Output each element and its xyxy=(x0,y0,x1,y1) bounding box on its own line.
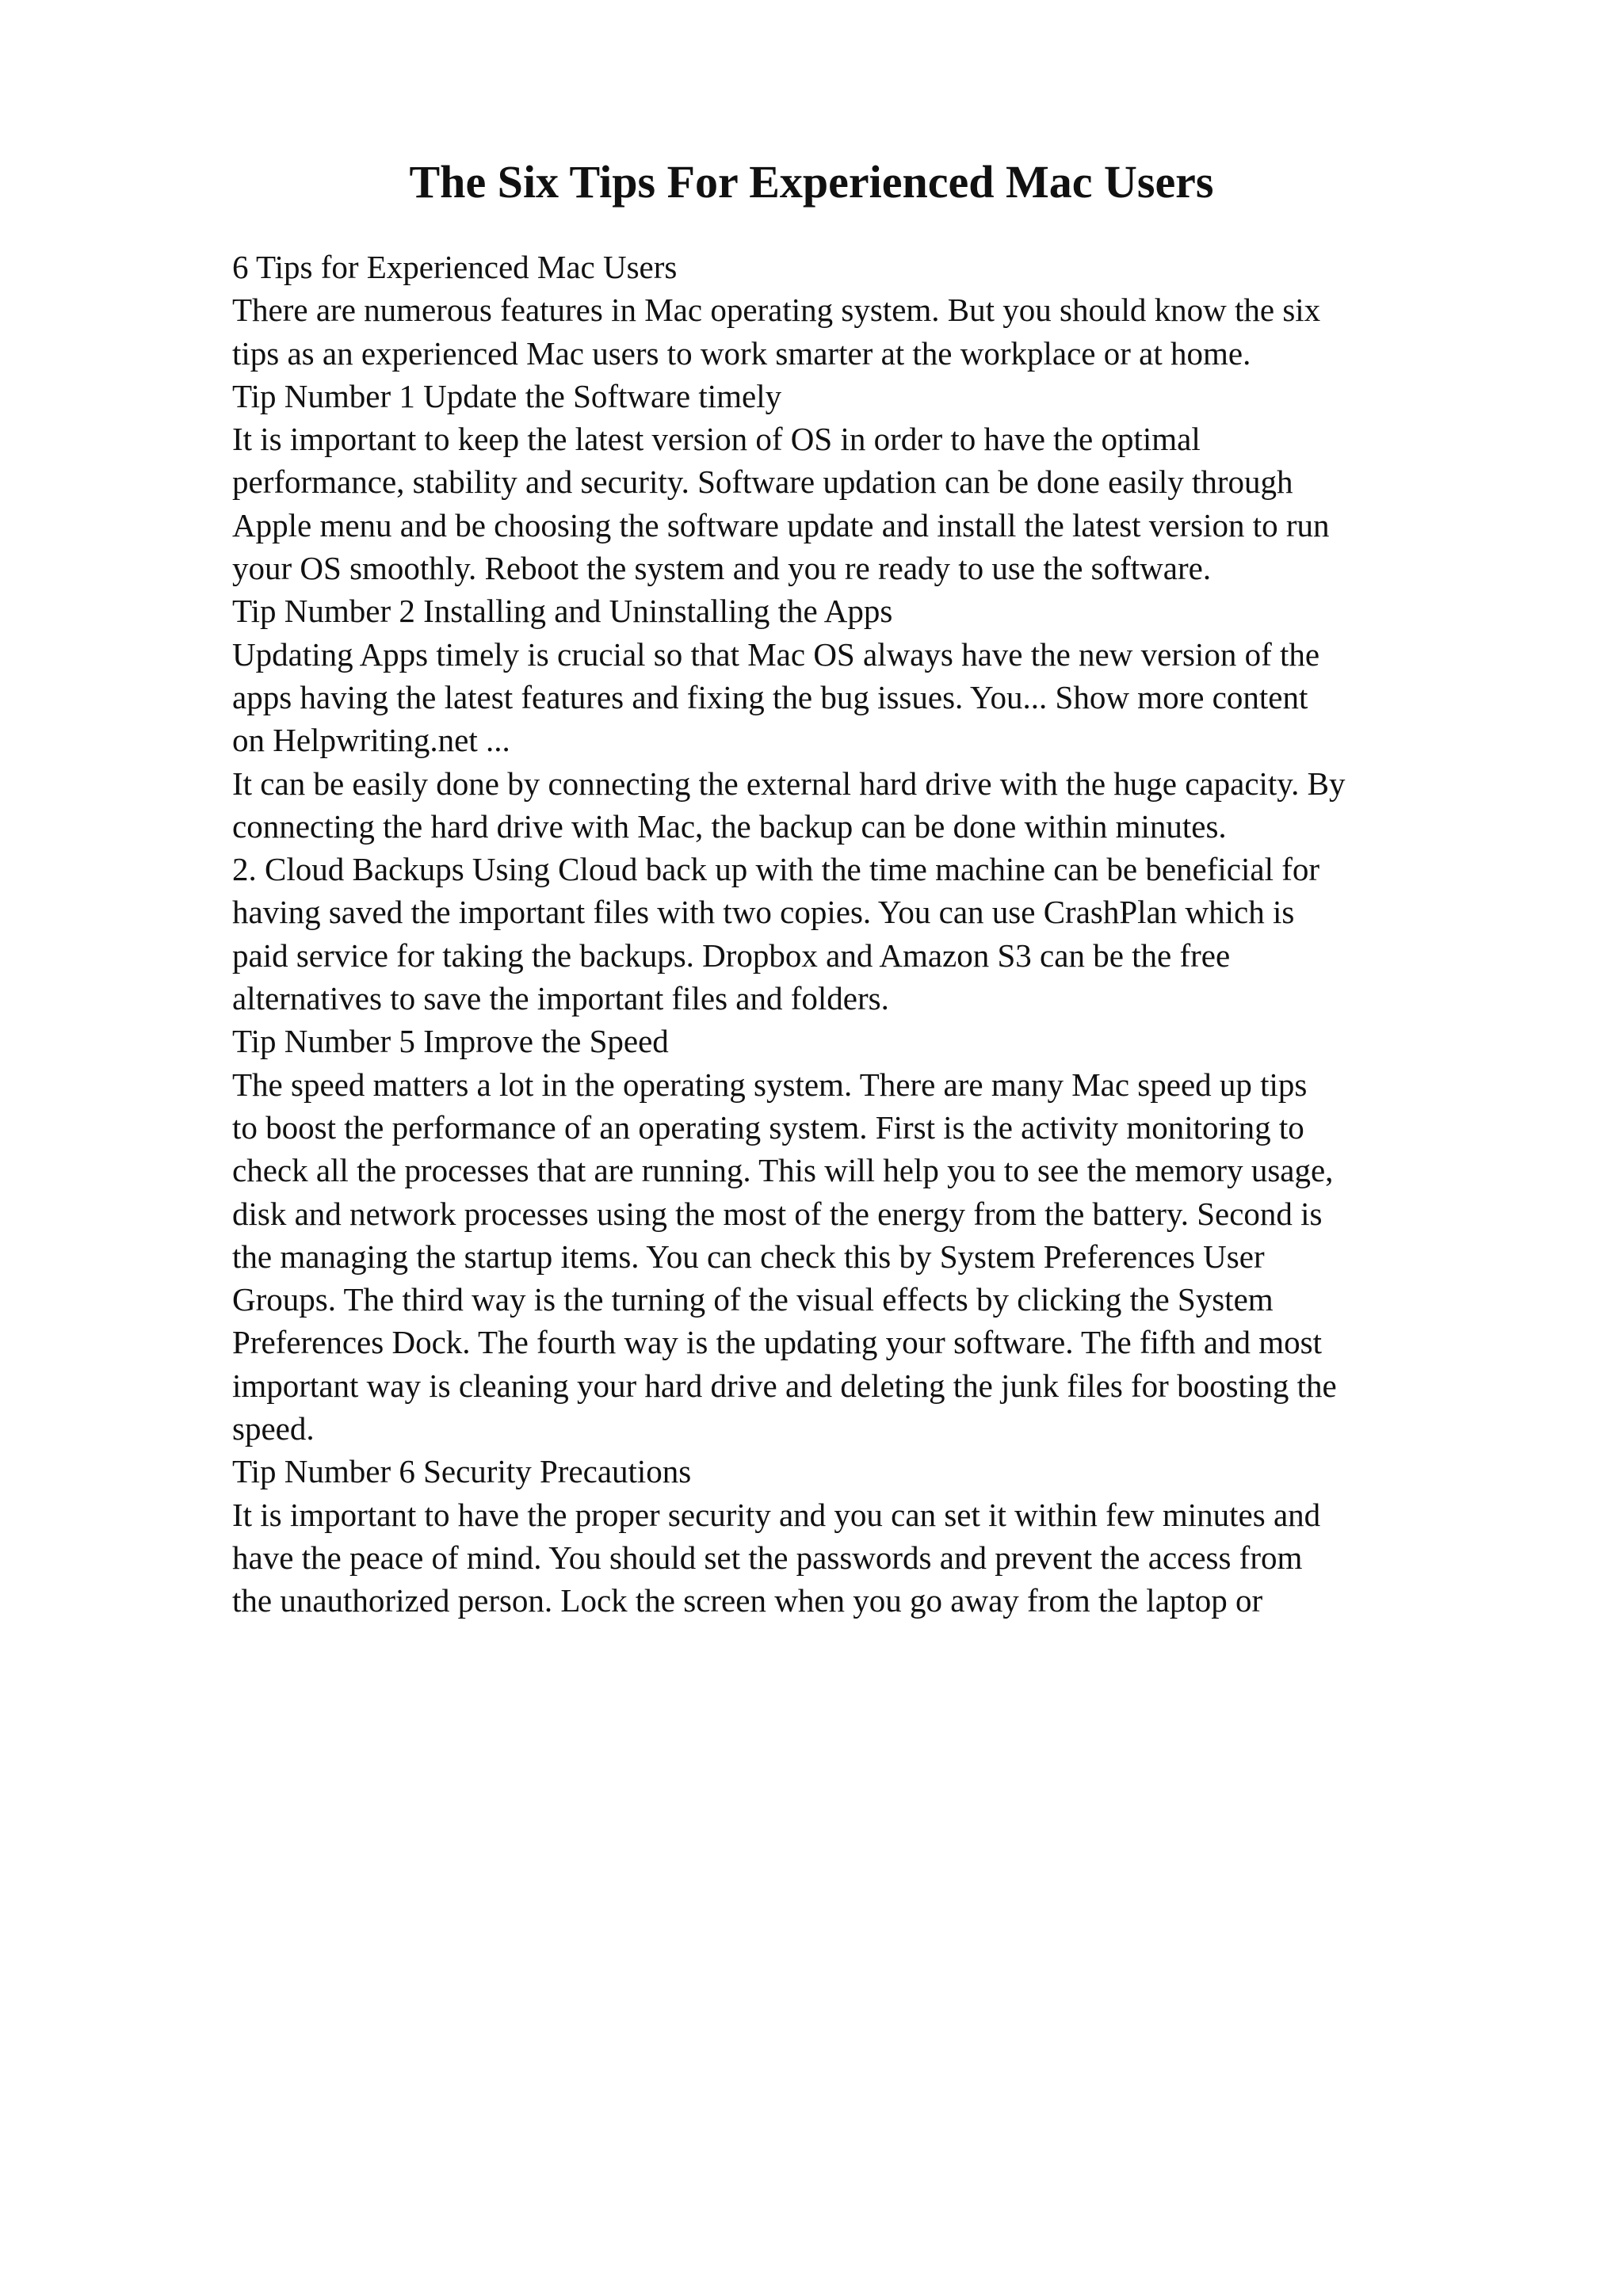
page-title: The Six Tips For Experienced Mac Users xyxy=(409,156,1214,208)
text-line: It is important to keep the latest version of OS in order to have the optimal xyxy=(232,421,1201,458)
text-line: It is important to have the proper security and you can set it within few minutes and xyxy=(232,1496,1321,1533)
text-line: have the peace of mind. You should set the passwords and prevent the access from xyxy=(232,1539,1303,1576)
text-line: Groups. The third way is the turning of the visual effects by clicking the System xyxy=(232,1281,1274,1318)
text-line: 6 Tips for Experienced Mac Users xyxy=(232,249,678,285)
text-line: disk and network processes using the most of the energy from the battery. Second is xyxy=(232,1195,1323,1232)
text-line: check all the processes that are running. This will help you to see the memory usage, xyxy=(232,1152,1334,1189)
text-line: speed. xyxy=(232,1410,315,1447)
text-line: Apple menu and be choosing the software update and install the latest version to run xyxy=(232,506,1330,543)
text-line: Tip Number 6 Security Precautions xyxy=(232,1453,692,1490)
text-line: alternatives to save the important files and folders. xyxy=(232,980,889,1017)
text-line: the managing the startup items. You can check this by System Preferences User xyxy=(232,1238,1265,1275)
text-line: to boost the performance of an operating system. First is the activity monitoring to xyxy=(232,1108,1304,1146)
text-line: Tip Number 2 Installing and Uninstalling the Apps xyxy=(232,593,893,630)
text-line: paid service for taking the backups. Dropbox and Amazon S3 can be the free xyxy=(232,936,1231,974)
text-line: connecting the hard drive with Mac, the backup can be done within minutes. xyxy=(232,807,1227,845)
text-line: important way is cleaning your hard drive and deleting the junk files for boosting the xyxy=(232,1367,1337,1404)
text-line: Tip Number 1 Update the Software timely xyxy=(232,377,782,414)
text-line: Tip Number 5 Improve the Speed xyxy=(232,1023,669,1060)
text-line: having saved the important files with two copies. You can use CrashPlan which is xyxy=(232,894,1295,931)
text-line: tips as an experienced Mac users to work smarter at the workplace or at home. xyxy=(232,334,1251,372)
text-line: 2. Cloud Backups Using Cloud back up with the time machine can be beneficial for xyxy=(232,851,1320,888)
text-line: apps having the latest features and fixing the bug issues. You... Show more content xyxy=(232,678,1308,715)
text-line: performance, stability and security. Software updation can be done easily through xyxy=(232,463,1293,501)
text-line: on Helpwriting.net ... xyxy=(232,722,510,759)
text-line: Preferences Dock. The fourth way is the updating your software. The fifth and most xyxy=(232,1324,1323,1361)
text-line: The speed matters a lot in the operating system. There are many Mac speed up tips xyxy=(232,1066,1308,1103)
text-line: the unauthorized person. Lock the screen when you go away from the laptop or xyxy=(232,1582,1263,1619)
document-body xyxy=(232,246,1516,1623)
text-line: your OS smoothly. Reboot the system and you re ready to use the software. xyxy=(232,550,1212,587)
text-line: There are numerous features in Mac operating system. But you should know the six xyxy=(232,292,1321,329)
text-line: Updating Apps timely is crucial so that Mac OS always have the new version of the xyxy=(232,635,1320,673)
text-line: It can be easily done by connecting the external hard drive with the huge capacity. By xyxy=(232,765,1346,802)
